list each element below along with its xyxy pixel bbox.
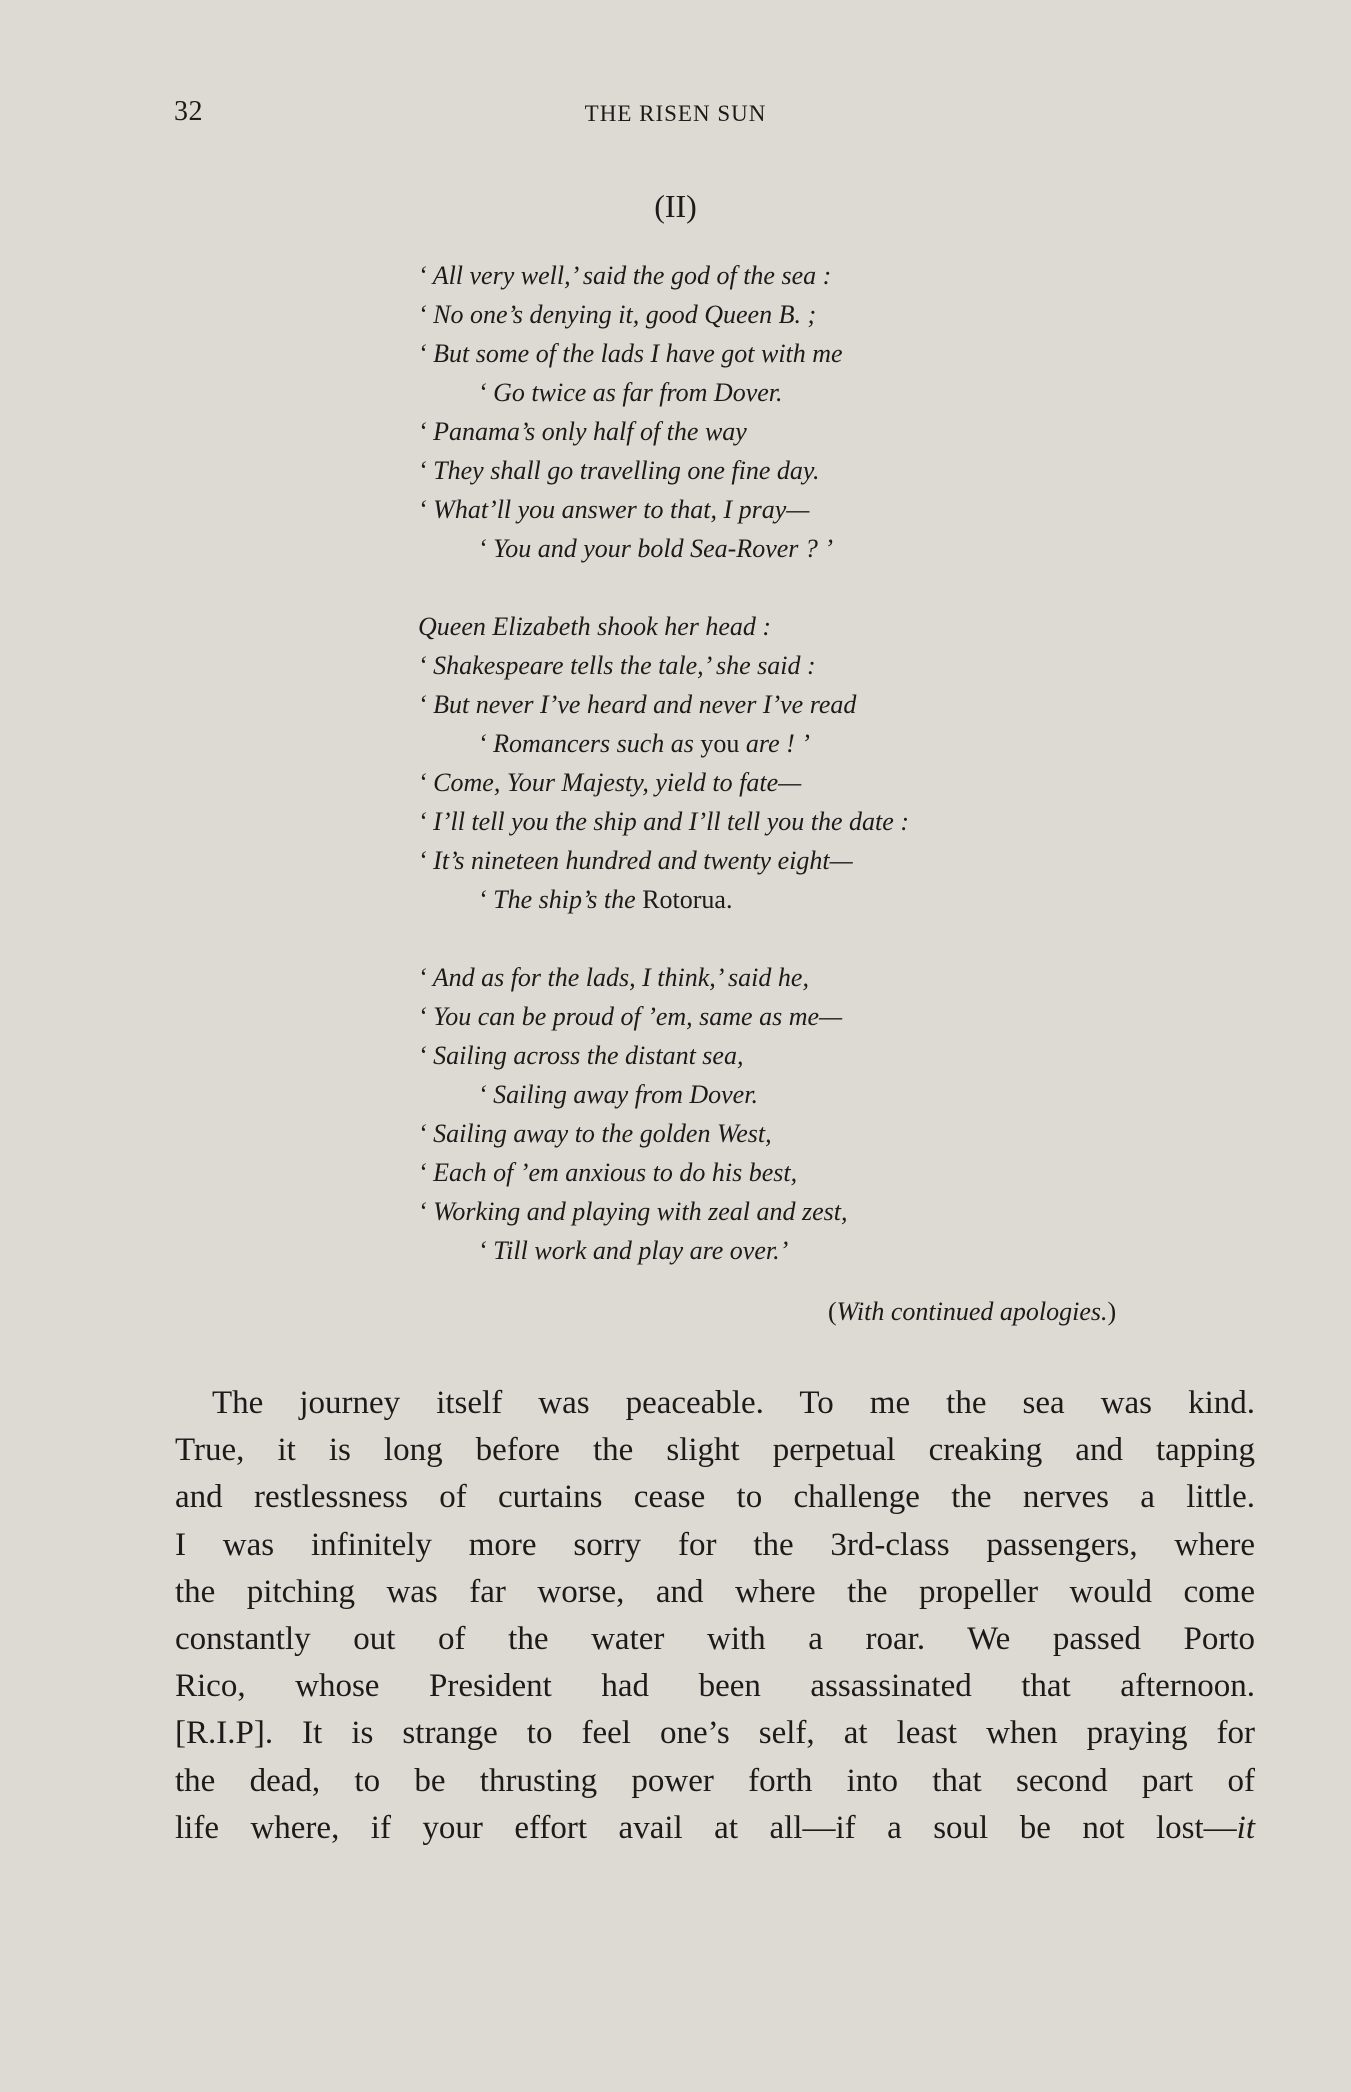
poem-line: Queen Elizabeth shook her head :	[418, 612, 772, 641]
running-head: THE RISEN SUN	[584, 101, 767, 126]
poem-line: ‘ Till work and play are over.’	[478, 1236, 789, 1265]
stanza-1	[418, 256, 1138, 568]
prose-line: and restlessness of curtains cease to challenge the nerves a little.	[175, 1479, 1255, 1516]
italic-word: it	[1236, 1809, 1255, 1846]
poem-line: ‘ You can be proud of ’em, same as me—	[418, 1002, 843, 1031]
poem-postscript	[828, 1297, 1116, 1327]
prose-line: the pitching was far worse, and where the propeller would come	[175, 1573, 1255, 1610]
prose-line-text: life where, if your effort avail at all—if a soul be not lost—	[175, 1809, 1237, 1846]
poem-line: ‘ Sailing away to the golden West,	[418, 1119, 772, 1148]
prose-line: the dead, to be thrusting power forth into that second part of	[175, 1762, 1255, 1799]
poem-line: ‘ Go twice as far from Dover.	[478, 378, 783, 407]
poem-line: ‘ Come, Your Majesty, yield to fate—	[418, 768, 802, 797]
poem-line: ‘ They shall go travelling one fine day.	[418, 456, 820, 485]
prose-line: constantly out of the water with a roar. We passed Porto	[175, 1620, 1255, 1657]
stanza-3	[418, 958, 1138, 1270]
prose-line: The journey itself was peaceable. To me the sea was kind.	[212, 1385, 1255, 1421]
poem-line: ‘ Sailing away from Dover.	[478, 1080, 758, 1109]
prose-paragraph	[175, 1380, 1255, 1852]
poem-line	[418, 880, 1138, 919]
poem-line: ‘ All very well,’ said the god of the sea :	[418, 261, 832, 290]
poem	[418, 256, 1138, 1309]
poem-line: ‘ It’s nineteen hundred and twenty eight—	[418, 846, 853, 875]
prose-line: [R.I.P]. It is strange to feel one’s self, at least when praying for	[175, 1715, 1255, 1752]
poem-line-text: ‘ Romancers such as	[478, 729, 701, 758]
poem-line: ‘ But some of the lads I have got with me	[418, 339, 843, 368]
poem-line: ‘ But never I’ve heard and never I’ve read	[418, 690, 857, 719]
stanza-2	[418, 607, 1138, 919]
poem-line: ‘ Working and playing with zeal and zest,	[418, 1197, 848, 1226]
paren-open: (	[828, 1297, 837, 1326]
prose-line: I was infinitely more sorry for the 3rd-class passengers, where	[175, 1526, 1255, 1563]
poem-line: ‘ No one’s denying it, good Queen B. ;	[418, 300, 817, 329]
poem-line: ‘ What’ll you answer to that, I pray—	[418, 495, 810, 524]
prose-line: True, it is long before the slight perpetual creaking and tapping	[175, 1432, 1255, 1469]
prose-line	[175, 1805, 1255, 1852]
poem-line-text: ‘ The ship’s the	[478, 885, 643, 914]
poem-line: ‘ You and your bold Sea-Rover ? ’	[478, 534, 834, 563]
poem-line: ‘ Each of ’em anxious to do his best,	[418, 1158, 798, 1187]
poem-line: ‘ Sailing across the distant sea,	[418, 1041, 744, 1070]
page-number: 32	[174, 96, 203, 127]
postscript-text: With continued apologies.	[836, 1297, 1108, 1326]
poem-line	[418, 724, 1138, 763]
paren-close: )	[1107, 1297, 1117, 1326]
poem-line: ‘ And as for the lads, I think,’ said he,	[418, 963, 809, 992]
poem-line: ‘ I’ll tell you the ship and I’ll tell you the date :	[418, 807, 909, 836]
prose-line: Rico, whose President had been assassinated that afternoon.	[175, 1668, 1255, 1705]
section-number: (II)	[654, 188, 697, 224]
roman-word: you	[700, 729, 740, 758]
ship-name: Rotorua.	[642, 885, 733, 914]
poem-line: ‘ Shakespeare tells the tale,’ she said :	[418, 651, 816, 680]
poem-line-text: are ! ’	[739, 729, 810, 758]
poem-line: ‘ Panama’s only half of the way	[418, 417, 747, 446]
